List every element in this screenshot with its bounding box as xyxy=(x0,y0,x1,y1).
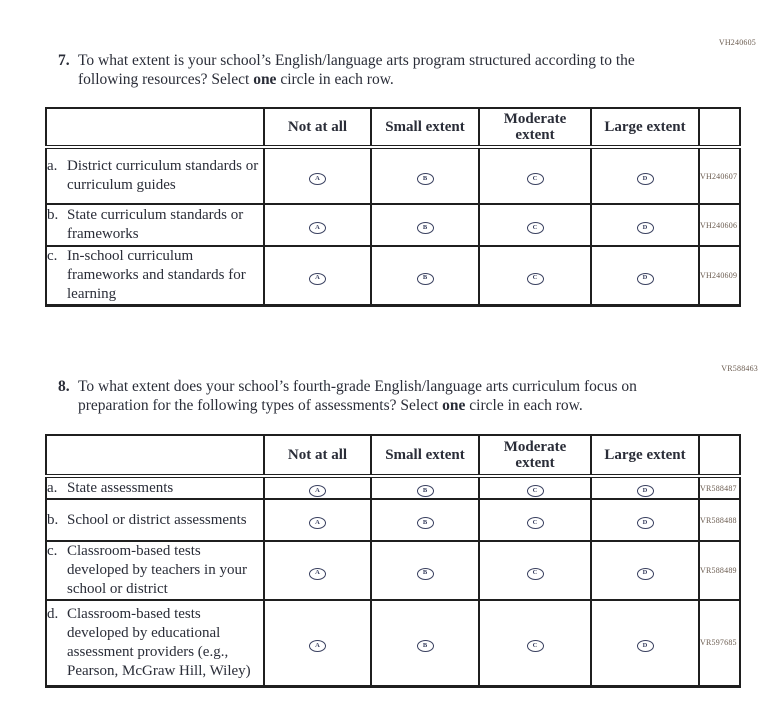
row-letter: b. xyxy=(47,207,59,223)
table-row xyxy=(46,541,740,600)
answer-bubble-d[interactable]: D xyxy=(637,485,654,497)
option-cell xyxy=(371,476,479,499)
answer-bubble-b[interactable]: B xyxy=(417,568,434,580)
question-8-response-grid xyxy=(45,434,741,688)
option-cell xyxy=(371,204,479,246)
row-letter: c. xyxy=(47,248,58,264)
column-header-small-extent: Small extent xyxy=(371,435,479,476)
row-label: School or district assessments xyxy=(67,511,247,528)
option-cell xyxy=(591,147,699,204)
question-8 xyxy=(58,377,678,415)
answer-bubble-d[interactable]: D xyxy=(637,273,654,285)
answer-bubble-d[interactable]: D xyxy=(637,640,654,652)
answer-bubble-a[interactable]: A xyxy=(309,222,326,234)
question-8-text-post: circle in each row. xyxy=(465,397,583,414)
row-code: VH240606 xyxy=(699,204,740,246)
row-code: VR588488 xyxy=(699,499,740,541)
answer-bubble-d[interactable]: D xyxy=(637,568,654,580)
option-cell xyxy=(479,147,591,204)
option-cell xyxy=(264,600,371,686)
answer-bubble-a[interactable]: A xyxy=(309,273,326,285)
option-cell xyxy=(264,499,371,541)
code-column-header xyxy=(699,435,740,476)
row-letter: d. xyxy=(47,605,59,622)
option-cell xyxy=(479,541,591,600)
answer-bubble-d[interactable]: D xyxy=(637,517,654,529)
row-code: VR588487 xyxy=(699,476,740,499)
answer-bubble-d[interactable]: D xyxy=(637,222,654,234)
answer-bubble-c[interactable]: C xyxy=(527,485,544,497)
option-cell xyxy=(264,476,371,499)
row-letter: c. xyxy=(47,543,58,559)
header-row xyxy=(46,108,740,147)
row-label-cell xyxy=(46,499,264,541)
row-label: Classroom-based tests developed by teachers in your school or district xyxy=(67,543,247,597)
option-cell xyxy=(264,246,371,306)
option-cell xyxy=(371,499,479,541)
answer-bubble-b[interactable]: B xyxy=(417,485,434,497)
option-cell xyxy=(371,541,479,600)
answer-bubble-c[interactable]: C xyxy=(527,222,544,234)
option-cell xyxy=(591,499,699,541)
option-cell xyxy=(591,541,699,600)
column-header-not-at-all: Not at all xyxy=(264,435,371,476)
row-code: VH240609 xyxy=(699,246,740,306)
code-column-header xyxy=(699,108,740,147)
column-header-moderate-extent: Moderate extent xyxy=(479,108,591,147)
option-cell xyxy=(591,246,699,306)
answer-bubble-c[interactable]: C xyxy=(527,640,544,652)
option-cell xyxy=(264,147,371,204)
header-row xyxy=(46,435,740,476)
table-row xyxy=(46,204,740,246)
answer-bubble-d[interactable]: D xyxy=(637,173,654,185)
question-7-text xyxy=(78,51,678,89)
answer-bubble-a[interactable]: A xyxy=(309,640,326,652)
option-cell xyxy=(264,541,371,600)
option-cell xyxy=(371,147,479,204)
table-row xyxy=(46,600,740,686)
answer-bubble-b[interactable]: B xyxy=(417,222,434,234)
question-7-code: VH240605 xyxy=(718,38,756,47)
answer-bubble-c[interactable]: C xyxy=(527,273,544,285)
row-letter: b. xyxy=(47,511,59,528)
table-row xyxy=(46,246,740,306)
column-header-large-extent: Large extent xyxy=(591,435,699,476)
stub-header xyxy=(46,108,264,147)
answer-bubble-a[interactable]: A xyxy=(309,173,326,185)
row-label-cell xyxy=(46,246,264,306)
option-cell xyxy=(479,476,591,499)
option-cell xyxy=(591,204,699,246)
row-label-cell xyxy=(46,476,264,499)
question-7-number: 7. xyxy=(58,52,70,69)
option-cell xyxy=(479,600,591,686)
row-code: VH240607 xyxy=(699,147,740,204)
row-label: Classroom-based tests developed by educational assessment providers (e.g., Pearson, McGraw Hill, Wiley) xyxy=(67,605,251,679)
row-code: VR588489 xyxy=(699,541,740,600)
answer-bubble-c[interactable]: C xyxy=(527,173,544,185)
option-cell xyxy=(479,499,591,541)
question-8-text-bold: one xyxy=(442,397,466,414)
question-8-number: 8. xyxy=(58,378,70,395)
table-row xyxy=(46,147,740,204)
answer-bubble-a[interactable]: A xyxy=(309,517,326,529)
column-header-moderate-extent: Moderate extent xyxy=(479,435,591,476)
answer-bubble-a[interactable]: A xyxy=(309,568,326,580)
table-row xyxy=(46,499,740,541)
answer-bubble-a[interactable]: A xyxy=(309,485,326,497)
row-label: District curriculum standards or curriculum guides xyxy=(67,158,259,193)
answer-bubble-c[interactable]: C xyxy=(527,517,544,529)
answer-bubble-b[interactable]: B xyxy=(417,640,434,652)
row-letter: a. xyxy=(47,158,58,174)
column-header-large-extent: Large extent xyxy=(591,108,699,147)
question-8-code: VR588463 xyxy=(721,364,758,373)
option-cell xyxy=(591,476,699,499)
question-7-text-post: circle in each row. xyxy=(276,71,394,88)
answer-bubble-c[interactable]: C xyxy=(527,568,544,580)
question-8-text xyxy=(78,377,678,415)
row-label-cell xyxy=(46,541,264,600)
option-cell xyxy=(479,204,591,246)
row-label-cell xyxy=(46,600,264,686)
question-8-text-pre: To what extent does your school’s fourth-grade English/language arts curriculum focus on preparation for the following types of assessments? Select xyxy=(78,378,637,414)
option-cell xyxy=(371,246,479,306)
option-cell xyxy=(479,246,591,306)
row-label: State curriculum standards or frameworks xyxy=(67,207,244,242)
column-header-small-extent: Small extent xyxy=(371,108,479,147)
question-7 xyxy=(58,51,678,89)
row-label: State assessments xyxy=(67,479,174,496)
option-cell xyxy=(264,204,371,246)
row-label-cell xyxy=(46,204,264,246)
answer-bubble-b[interactable]: B xyxy=(417,173,434,185)
table-row xyxy=(46,476,740,499)
row-label: In-school curriculum frameworks and standards for learning xyxy=(67,248,246,302)
answer-bubble-b[interactable]: B xyxy=(417,273,434,285)
question-7-text-pre: To what extent is your school’s English/language arts program structured according to the following resources? Select xyxy=(78,52,635,88)
row-letter: a. xyxy=(47,479,58,496)
row-code: VR597685 xyxy=(699,600,740,686)
question-7-text-bold: one xyxy=(253,71,277,88)
row-label-cell xyxy=(46,147,264,204)
question-7-response-grid xyxy=(45,107,741,307)
stub-header xyxy=(46,435,264,476)
answer-bubble-b[interactable]: B xyxy=(417,517,434,529)
option-cell xyxy=(371,600,479,686)
option-cell xyxy=(591,600,699,686)
column-header-not-at-all: Not at all xyxy=(264,108,371,147)
